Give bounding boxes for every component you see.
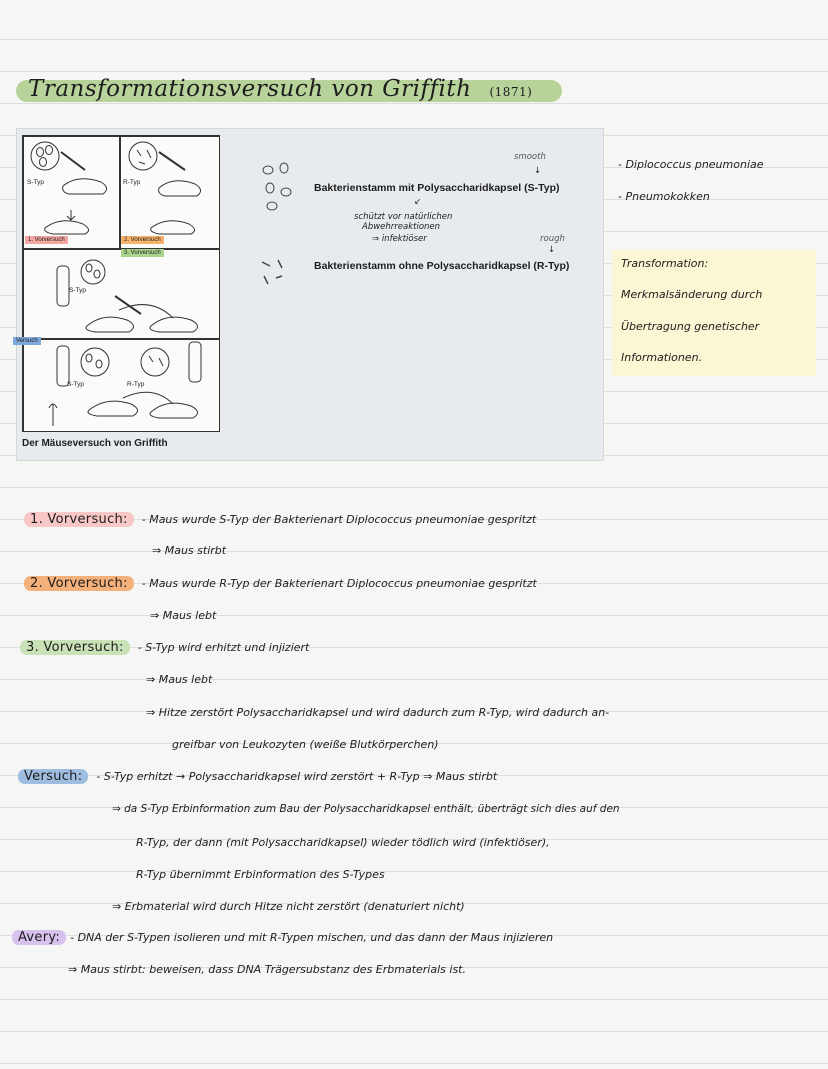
versuch-line-3: R-Typ, der dann (mit Polysaccharidkapsel) wieder tödlich wird (infektiöser), — [136, 836, 550, 849]
smooth-note: smooth — [514, 152, 546, 162]
figure-photo — [16, 128, 604, 461]
avery-text: - DNA der S-Typen isolieren und mit R-Typen mischen, und das dann der Maus injizieren — [70, 931, 554, 944]
figure-caption: Der Mäuseversuch von Griffith — [22, 438, 168, 449]
v2-row — [24, 576, 537, 591]
v3-text: - S-Typ wird erhitzt und injiziert — [137, 641, 310, 654]
v2-text: - Maus wurde R-Typ der Bakterienart Diplococcus pneumoniae gespritzt — [141, 577, 537, 590]
v1-text: - Maus wurde S-Typ der Bakterienart Diplococcus pneumoniae gespritzt — [141, 513, 537, 526]
rough-arrow-icon: ↓ — [548, 245, 556, 255]
title-year: (1871) — [489, 85, 533, 99]
rough-note: rough — [540, 234, 565, 244]
v2-result: ⇒ Maus lebt — [150, 609, 217, 622]
versuch-line-4: R-Typ übernimmt Erbinformation des S-Types — [136, 868, 385, 881]
strain-r-text: Bakterienstamm ohne Polysaccharidkapsel (R-Typ) — [314, 260, 570, 272]
diagram-drawings — [23, 136, 219, 431]
tag-v1: 1. Vorversuch — [25, 236, 68, 244]
v1-result: ⇒ Maus stirbt — [152, 544, 227, 557]
smooth-arrow-icon: ↓ — [534, 166, 542, 176]
label-r-typ-1: R-Typ — [123, 179, 141, 186]
tag-v2: 2. Vorversuch — [121, 236, 164, 244]
side-item-pneumokokken: - Pneumokokken — [618, 190, 710, 203]
label-s-typ-2: S-Typ — [69, 287, 86, 294]
definition-title: Transformation: — [621, 257, 709, 270]
definition-box — [612, 250, 816, 376]
v3-result-3: greifbar von Leukozyten (weiße Blutkörperchen) — [172, 738, 439, 751]
v3-row — [20, 640, 309, 655]
note-abwehr: Abwehrreaktionen — [362, 222, 441, 232]
definition-line-2: Merkmalsänderung durch — [621, 288, 763, 301]
griffith-diagram — [16, 135, 220, 432]
v3-result: ⇒ Maus lebt — [146, 673, 213, 686]
v3-result-2: ⇒ Hitze zerstört Polysaccharidkapsel und wird dadurch zum R-Typ, wird dadurch an- — [146, 706, 610, 719]
v2-label: 2. Vorversuch: — [24, 576, 134, 591]
tag-versuch: Versuch — [13, 337, 41, 345]
v3-label: 3. Vorversuch: — [20, 640, 130, 655]
note-schuetzt: schützt vor natürlichen — [354, 212, 453, 222]
versuch-label: Versuch: — [18, 769, 88, 784]
avery-label: Avery: — [12, 930, 66, 945]
label-r-typ-2: R-Typ — [127, 381, 145, 388]
definition-line-3: Übertragung genetischer — [621, 320, 760, 333]
title-text: Transformationsversuch von Griffith — [28, 76, 472, 102]
note-infektioeser: ⇒ infektiöser — [372, 234, 427, 244]
page-title — [14, 74, 532, 107]
v1-label: 1. Vorversuch: — [24, 512, 134, 527]
r-type-bacteria-icon — [258, 256, 294, 296]
definition-line-4: Informationen. — [621, 351, 703, 364]
versuch-line-2: ⇒ da S-Typ Erbinformation zum Bau der Polysaccharidkapsel enthält, überträgt sich dies auf den — [112, 803, 620, 815]
versuch-line-5: ⇒ Erbmaterial wird durch Hitze nicht zerstört (denaturiert nicht) — [112, 900, 465, 913]
avery-result: ⇒ Maus stirbt: beweisen, dass DNA Trägersubstanz des Erbmaterials ist. — [68, 963, 466, 976]
versuch-text: - S-Typ erhitzt → Polysaccharidkapsel wird zerstört + R-Typ ⇒ Maus stirbt — [96, 770, 498, 783]
s-type-bacteria-icon — [258, 162, 298, 222]
v1-row — [24, 512, 536, 527]
note-arrow-icon: ↙ — [414, 197, 422, 207]
tag-v3: 3. Vorversuch — [121, 249, 164, 257]
versuch-row — [18, 769, 497, 784]
side-item-diplococcus: - Diplococcus pneumoniae — [618, 158, 764, 171]
label-s-typ-1: S-Typ — [27, 179, 44, 186]
strain-s-text: Bakterienstamm mit Polysaccharidkapsel (S-Typ) — [314, 182, 560, 194]
title-block — [14, 74, 532, 104]
label-s-typ-3: S-Typ — [67, 381, 84, 388]
avery-row — [12, 930, 553, 945]
